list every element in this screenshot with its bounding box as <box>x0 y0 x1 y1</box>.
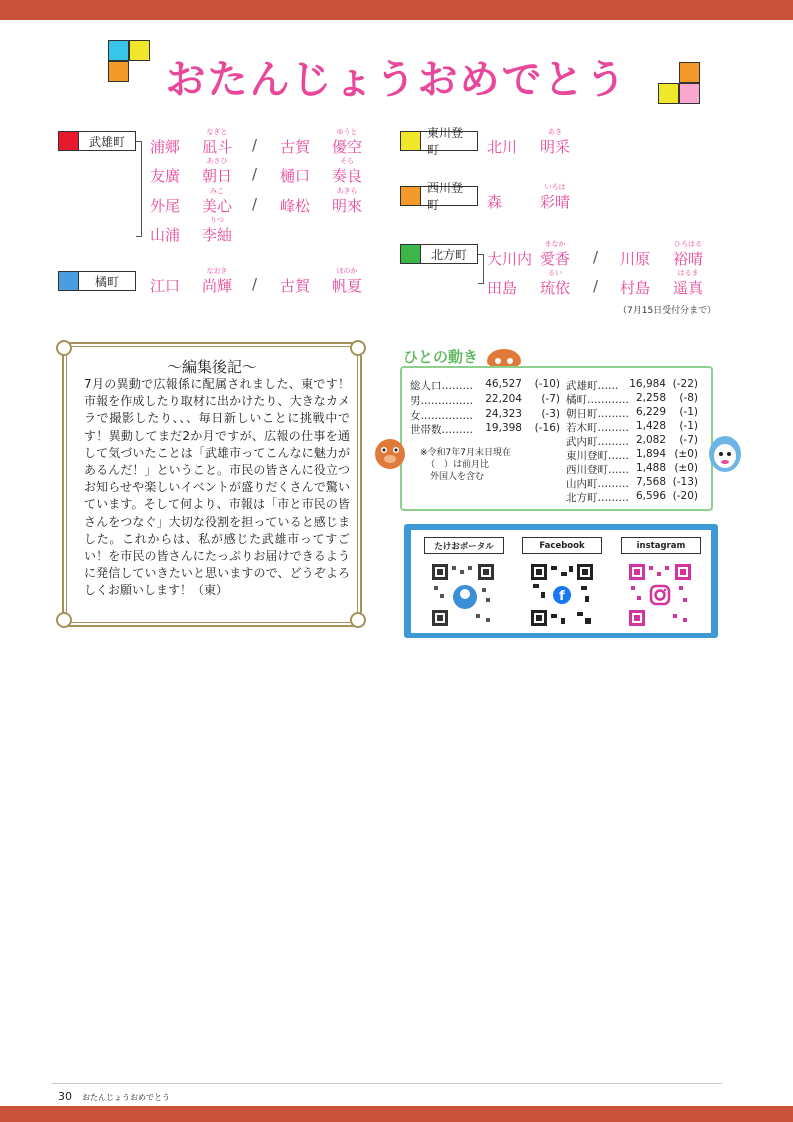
separator: / <box>252 275 258 293</box>
name-given: ゆうと 優空 <box>332 128 363 156</box>
mascot-boar-icon <box>372 432 408 472</box>
pop-row: 北方町……… 6,596 (-20) <box>566 490 698 504</box>
brace <box>478 254 484 284</box>
qr-instagram-icon[interactable] <box>629 564 691 626</box>
name-given: はるま 遥真 <box>673 269 704 297</box>
name-surname: 村島 <box>620 279 651 297</box>
name-surname: 北川 <box>487 138 518 156</box>
bottom-band <box>0 1106 793 1122</box>
name-surname: 外尾 <box>150 197 181 215</box>
name-given: ひろはる 裕晴 <box>673 240 704 268</box>
qr-facebook-icon[interactable] <box>531 564 593 626</box>
separator: / <box>593 277 599 295</box>
footer-divider <box>52 1083 722 1084</box>
town-tag-kitagata: 北方町 <box>400 244 478 264</box>
name-given: りつ 李紬 <box>202 216 233 244</box>
name-given: そら 奏良 <box>332 157 363 185</box>
separator: / <box>252 165 258 183</box>
pop-row: 西川登町…… 1,488 (±0) <box>566 462 698 476</box>
name-given: まなか 愛香 <box>540 240 571 268</box>
name-given: あきら 明來 <box>332 187 363 215</box>
sns-label-portal: たけおポータル <box>424 537 504 554</box>
frame-curl <box>56 340 72 356</box>
name-given: あさひ 朝日 <box>202 157 233 185</box>
name-surname: 大川内 <box>487 250 533 268</box>
town-tag-nishikawanobori: 西川登町 <box>400 186 478 206</box>
name-surname: 友廣 <box>150 167 181 185</box>
name-surname: 古賀 <box>280 138 311 156</box>
population-note: ※令和7年7月末日現在 <box>420 448 511 458</box>
top-band <box>0 0 793 20</box>
pop-row: 朝日町……… 6,229 (-1) <box>566 406 698 420</box>
qr-portal-icon[interactable] <box>432 564 494 626</box>
name-surname: 田島 <box>487 279 518 297</box>
name-given: ほのか 帆夏 <box>332 267 363 295</box>
page-number: 30 <box>58 1090 72 1103</box>
name-surname: 古賀 <box>280 277 311 295</box>
pop-row: 山内町……… 7,568 (-13) <box>566 476 698 490</box>
separator: / <box>593 248 599 266</box>
population-note: 外国人を含む <box>430 472 485 482</box>
pop-row: 男…………… 22,204 (-7) <box>410 393 560 407</box>
name-given: いろは 彩晴 <box>540 183 571 211</box>
mascot-ghost-icon <box>705 432 745 476</box>
brace <box>136 141 142 237</box>
town-tag-tachibana: 橘町 <box>58 271 136 291</box>
name-given: なおき 尚輝 <box>202 267 233 295</box>
separator: / <box>252 195 258 213</box>
frame-curl <box>56 612 72 628</box>
name-given: みこ 美心 <box>202 187 233 215</box>
editor-body: 7月の異動で広報係に配属されました、東です！市報を作成したり取材に出かけたり、大きなカメラで撮影したり、、、毎日新しいことに挑戦中です！異動してまだ2か月ですが、広報の仕事を通して気づいたことは「武雄市ってこんなに魅力があるんだ！」ということ。市民の皆さんに役立つお知らせや楽しいイベントが盛りだくさんで驚いています。そして何より、市報は「市と市民の皆さんをつなぐ」大切な役割を担っていると感じました。これからは、私が感じた武雄市ってすごい！を市民の皆さんにたっぷりお届けできるように発信していきたいと思いますので、どうぞよろしくお願いします！（東） <box>84 377 350 598</box>
name-given: なぎと 凪斗 <box>202 128 233 156</box>
town-tag-higashikawanobori: 東川登町 <box>400 131 478 151</box>
sns-label-instagram: instagram <box>621 537 701 554</box>
name-surname: 川原 <box>620 250 651 268</box>
pop-row: 東川登町…… 1,894 (±0) <box>566 448 698 462</box>
population-label: ひとの動き <box>403 348 479 366</box>
pop-row: 橘町………… 2,258 (-8) <box>566 392 698 406</box>
town-tag-takeo: 武雄町 <box>58 131 136 151</box>
svg-text:f: f <box>559 589 565 604</box>
separator: / <box>252 136 258 154</box>
name-surname: 山浦 <box>150 226 181 244</box>
pop-row: 世帯数……… 19,398 (-16) <box>410 422 560 436</box>
name-given: あき 明采 <box>540 128 571 156</box>
pop-row: 武内町……… 2,082 (-7) <box>566 434 698 448</box>
page-title: おたんじょうおめでとう <box>165 57 628 103</box>
population-note: （ ）は前月比 <box>426 460 490 470</box>
frame-curl <box>350 612 366 628</box>
sns-label-facebook: Facebook <box>522 537 602 554</box>
pop-row: 若木町……… 1,428 (-1) <box>566 420 698 434</box>
name-surname: 森 <box>487 193 503 211</box>
pop-row: 総人口……… 46,527 (-10) <box>410 378 560 392</box>
name-surname: 浦郷 <box>150 138 181 156</box>
name-given: るい 琉依 <box>540 269 571 297</box>
name-surname: 峰松 <box>280 197 311 215</box>
footer-title: おたんじょうおめでとう <box>82 1093 170 1102</box>
pop-row: 武雄町…… 16,984 (-22) <box>566 378 698 392</box>
frame-curl <box>350 340 366 356</box>
name-surname: 江口 <box>150 277 181 295</box>
receipt-note: （7月15日受付分まで） <box>618 306 717 316</box>
name-surname: 樋口 <box>280 167 311 185</box>
editor-title: ～編集後記～ <box>166 358 257 376</box>
pop-row: 女…………… 24,323 (-3) <box>410 408 560 422</box>
